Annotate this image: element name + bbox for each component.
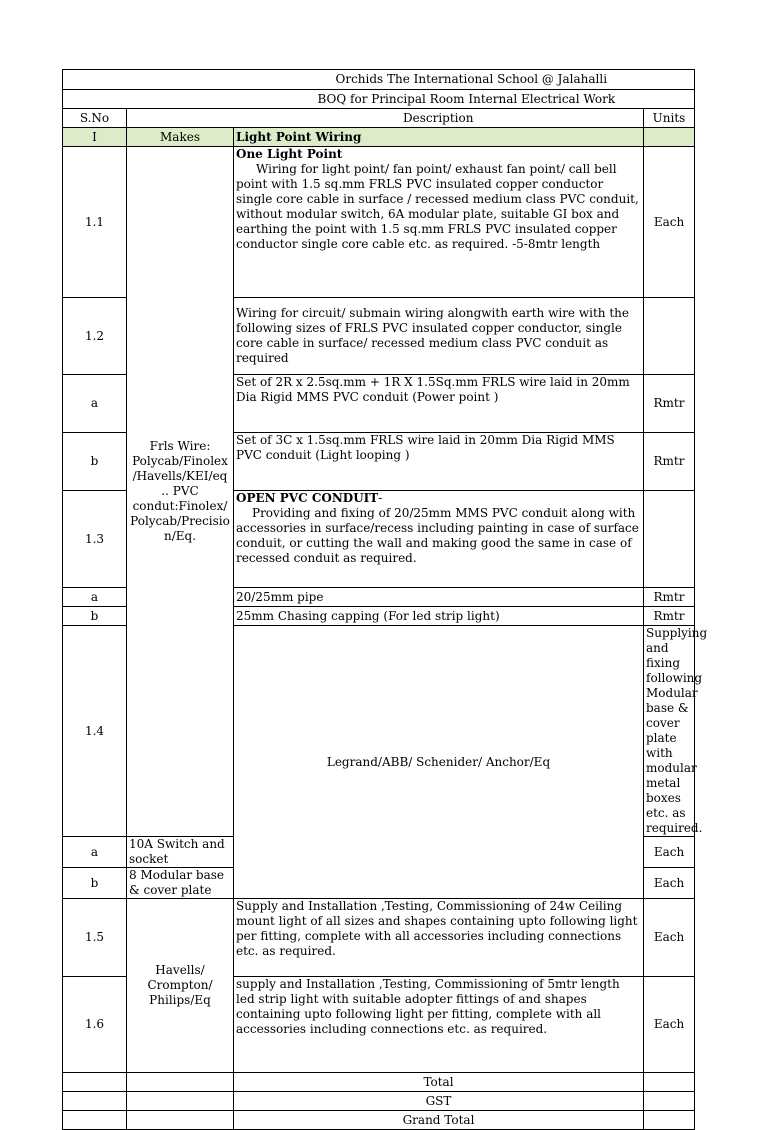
units-cell: Each (644, 147, 695, 298)
sno-cell: 1.4 (63, 626, 127, 837)
boq-table (62, 69, 708, 1130)
sno-cell: b (63, 433, 127, 491)
units-cell: Each (644, 868, 695, 899)
grand-total-row (63, 1111, 695, 1130)
section-sno: I (63, 128, 127, 147)
row-text: Wiring for light point/ fan point/ exhaust fan point/ call bell point with 1.5 sq.mm FRLS PVC insulated copper conductor single core cable in surface / recessed medium class PVC conduit, without modular switch, 6A modular plate, suitable GI box and earthing the point with 1.5 sq.mm FRLS PVC insulated copper conductor single core cable etc. as required. -5-8mtr length (236, 162, 639, 251)
gst-label: GST (234, 1092, 644, 1111)
row-heading-suffix: - (378, 491, 383, 505)
col-description-header: Description (234, 109, 644, 128)
makes-legrand: Legrand/ABB/ Schenider/ Anchor/Eq (234, 626, 644, 899)
row-text: Providing and fixing of 20/25mm MMS PVC conduit along with accessories in surface/recess including painting in case of surface conduit, or cutting the wall and making good the same in case of recessed conduit as required. (236, 506, 639, 565)
units-cell: Each (644, 837, 695, 868)
header-row-title (63, 90, 695, 109)
section-row (63, 128, 695, 147)
units-cell: Each (644, 977, 695, 1073)
sno-cell: a (63, 837, 127, 868)
col-sno-header: S.No (63, 109, 127, 128)
header-row-school (63, 70, 695, 90)
description-cell: Set of 3C x 1.5sq.mm FRLS wire laid in 20mm Dia Rigid MMS PVC conduit (Light looping ) (234, 433, 644, 491)
description-cell (234, 147, 644, 298)
col-units-header: Units (644, 109, 695, 128)
total-row (63, 1073, 695, 1092)
sno-cell: 1.5 (63, 899, 127, 977)
description-cell (234, 491, 644, 588)
row-1-5 (63, 899, 695, 977)
description-cell: Set of 2R x 2.5sq.mm + 1R X 1.5Sq.mm FRLS wire laid in 20mm Dia Rigid MMS PVC conduit (Power point ) (234, 375, 644, 433)
sno-cell: b (63, 607, 127, 626)
total-label: Total (234, 1073, 644, 1092)
description-cell: Supply and Installation ,Testing, Commissioning of 24w Ceiling mount light of all sizes and shapes containing upto following light per fitting, complete with all accessories including connections etc. as required. (234, 899, 644, 977)
sno-cell: a (63, 375, 127, 433)
units-cell: Rmtr (644, 433, 695, 491)
makes-header: Makes (127, 128, 234, 147)
sno-cell: 1.2 (63, 298, 127, 375)
boq-title: BOQ for Principal Room Internal Electrical Work (234, 90, 695, 109)
makes-frls: Frls Wire: Polycab/Finolex /Havells/KEI/eq .. PVC condut:Finolex/ Polycab/Precisio n/Eq. (127, 147, 234, 837)
description-cell: 25mm Chasing capping (For led strip light) (234, 607, 644, 626)
row-1-1 (63, 147, 695, 298)
units-cell (644, 298, 695, 375)
description-cell: Supplying and fixing following Modular base & cover plate with modular metal boxes etc. as required. (644, 626, 695, 837)
units-cell: Rmtr (644, 588, 695, 607)
sno-cell: 1.3 (63, 491, 127, 588)
units-cell: Each (644, 899, 695, 977)
sno-cell: a (63, 588, 127, 607)
description-cell: 10A Switch and socket (127, 837, 234, 868)
makes-havells: Havells/ Crompton/ Philips/Eq (127, 899, 234, 1073)
grand-total-label: Grand Total (234, 1111, 644, 1130)
units-cell: Rmtr (644, 607, 695, 626)
gst-row (63, 1092, 695, 1111)
sno-cell: 1.1 (63, 147, 127, 298)
column-header-row (63, 109, 695, 128)
sno-cell: b (63, 868, 127, 899)
description-cell: supply and Installation ,Testing, Commissioning of 5mtr length led strip light with suitable adopter fittings of and shapes containing upto following light per fitting, complete with all accessories including connections etc. as required. (234, 977, 644, 1073)
row-heading: One Light Point (236, 147, 343, 161)
description-cell: Wiring for circuit/ submain wiring alongwith earth wire with the following sizes of FRLS PVC insulated copper conductor, single core cable in surface/ recessed medium class PVC conduit as required (234, 298, 644, 375)
units-cell: Rmtr (644, 375, 695, 433)
description-cell: 20/25mm pipe (234, 588, 644, 607)
description-cell: 8 Modular base & cover plate (127, 868, 234, 899)
school-name: Orchids The International School @ Jalahalli (234, 70, 695, 90)
sno-cell: 1.6 (63, 977, 127, 1073)
row-heading: OPEN PVC CONDUIT (236, 491, 379, 505)
units-cell (644, 491, 695, 588)
section-title: Light Point Wiring (234, 128, 644, 147)
